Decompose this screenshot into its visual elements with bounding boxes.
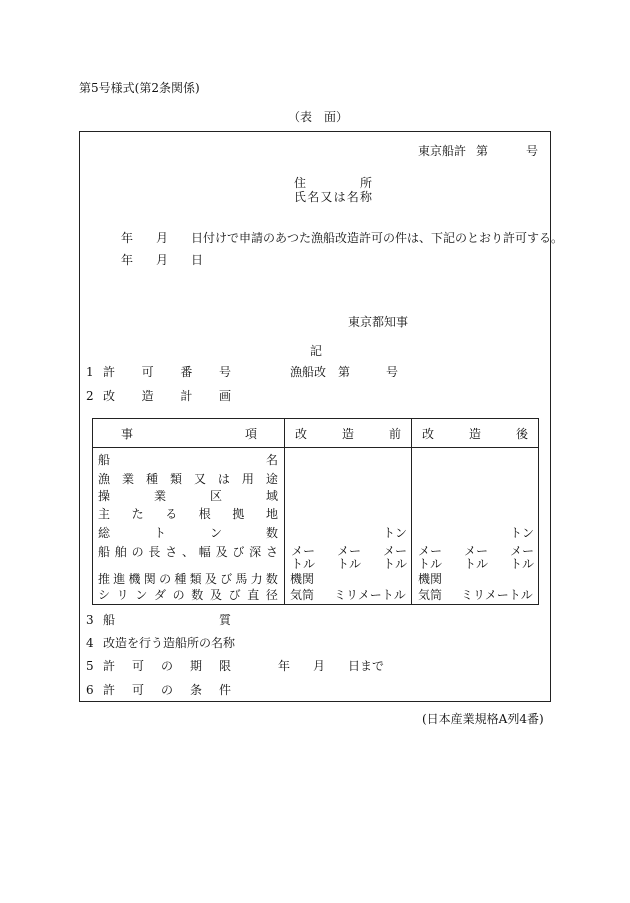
row-char: 業 (121, 472, 134, 486)
row-char: 途 (265, 472, 278, 486)
item5-year: 年 (278, 659, 291, 673)
name-char: は (333, 190, 346, 204)
form-caption: 第5号様式(第2条関係) (79, 81, 200, 95)
row-char: 漁 (98, 472, 111, 486)
item5-char: の (160, 659, 173, 673)
row-char: 船 (98, 545, 111, 559)
row-char: び (228, 588, 241, 602)
item2-num: 2 (86, 389, 94, 403)
header-after-char: 造 (468, 427, 481, 441)
row-char: 数 (265, 572, 278, 586)
row-char: 用 (241, 472, 254, 486)
after-mm-label: ミリメートル (461, 588, 533, 602)
plan-table-divider-1 (284, 418, 285, 605)
item5-char: 期 (189, 659, 202, 673)
before-meter-depth: メートル (382, 544, 407, 571)
after-meter-length: メートル (417, 544, 442, 571)
header-after-char: 改 (422, 427, 435, 441)
name-char: 称 (359, 190, 372, 204)
issue-month: 月 (156, 253, 169, 267)
row-char: 名 (265, 453, 278, 467)
row-char: 進 (113, 572, 126, 586)
row-char: ン (135, 588, 148, 602)
row-char: る (165, 507, 178, 521)
row-char: は (217, 472, 230, 486)
before-meter-units (290, 545, 408, 571)
item1-char: 番 (180, 365, 193, 379)
row-char: 根 (198, 507, 211, 521)
before-meter-width: メートル (336, 544, 361, 571)
after-engine-label: 機関 (418, 572, 443, 586)
row-char: 数 (265, 526, 278, 540)
item6-char: の (160, 683, 173, 697)
row-label-operation-area (98, 490, 278, 502)
item3-char: 質 (218, 613, 231, 627)
ki-heading: 記 (310, 344, 323, 358)
item5-month: 月 (313, 659, 326, 673)
row-char: 船 (98, 453, 111, 467)
item5-until: 日まで (348, 659, 385, 673)
plan-table-header-rule (92, 447, 539, 448)
statement-text: 日付けで申請のあつた漁船改造許可の件は、下記のとおり許可する。 (191, 231, 564, 245)
row-label-gross-tonnage (98, 527, 278, 539)
row-char: 地 (265, 507, 278, 521)
row-char: の (131, 545, 144, 559)
permit-go: 号 (526, 144, 539, 158)
row-char: リ (116, 588, 129, 602)
item5-date (278, 660, 384, 672)
item5-num: 5 (86, 659, 94, 673)
row-char: の (172, 588, 185, 602)
item6-label (103, 684, 231, 696)
name-char: 名 (346, 190, 359, 204)
row-char: 及 (204, 572, 217, 586)
row-char: 直 (247, 588, 260, 602)
header-item-char: 項 (244, 427, 257, 441)
row-char: 又 (193, 472, 206, 486)
row-char: 関 (143, 572, 156, 586)
issue-date (121, 254, 203, 266)
row-char: 種 (174, 572, 187, 586)
header-after-char: 後 (515, 427, 528, 441)
item4-num: 4 (86, 636, 94, 650)
name-char: 名 (307, 190, 320, 204)
row-char: 種 (145, 472, 158, 486)
permit-office: 東京船許 (418, 144, 467, 158)
row-label-cylinders (98, 589, 278, 601)
plan-table-divider-2 (411, 418, 412, 605)
row-char: 長 (148, 545, 161, 559)
before-cylinder-label: 気筒 (290, 588, 315, 602)
row-char: 及 (215, 545, 228, 559)
issue-day: 日 (191, 253, 204, 267)
row-char: び (232, 545, 245, 559)
address-char: 住 (294, 176, 307, 190)
before-mm-label: ミリメートル (334, 588, 406, 602)
issue-year: 年 (121, 253, 134, 267)
row-char: 舶 (114, 545, 127, 559)
item2-char: 改 (103, 389, 116, 403)
item3-char: 船 (103, 613, 116, 627)
item6-char: 条 (189, 683, 202, 697)
item6-char: 許 (103, 683, 116, 697)
row-char: た (131, 507, 144, 521)
item2-char: 画 (218, 389, 231, 403)
row-label-fishery-type (98, 473, 278, 485)
row-char: 類 (169, 472, 182, 486)
row-char: 力 (250, 572, 263, 586)
item1-value: 漁船改 第 号 (290, 365, 399, 379)
row-char: 域 (265, 489, 278, 503)
item3-num: 3 (86, 613, 94, 627)
row-label-dimensions (98, 546, 278, 558)
header-before-char: 前 (388, 427, 401, 441)
address-char: 所 (359, 176, 372, 190)
row-char: 区 (209, 489, 222, 503)
row-char: 機 (128, 572, 141, 586)
statement-year: 年 (121, 231, 134, 245)
item4-label: 改造を行う造船所の名称 (103, 636, 236, 650)
item5-char: 可 (131, 659, 144, 673)
statement-line (121, 232, 563, 244)
row-char: 類 (189, 572, 202, 586)
item2-char: 計 (180, 389, 193, 403)
item5-label (103, 660, 231, 672)
item1-label (103, 366, 231, 378)
header-before-char: 造 (341, 427, 354, 441)
item5-char: 許 (103, 659, 116, 673)
row-char: 、 (181, 545, 194, 559)
row-char: 及 (209, 588, 222, 602)
applicant-address (294, 177, 372, 189)
row-label-ship-name (98, 454, 278, 466)
after-meter-depth: メートル (509, 544, 534, 571)
row-char: シ (98, 588, 111, 602)
before-meter-length: メートル (290, 544, 315, 571)
row-label-home-port (98, 508, 278, 520)
permit-dai: 第 (476, 144, 489, 158)
header-item (121, 428, 257, 440)
item2-label (103, 390, 231, 402)
item6-char: 件 (218, 683, 231, 697)
row-char: び (220, 572, 233, 586)
header-after (422, 428, 528, 440)
name-char: 氏 (294, 190, 307, 204)
permit-number (418, 145, 538, 157)
header-item-char: 事 (121, 427, 134, 441)
item1-char: 許 (103, 365, 116, 379)
item6-char: 可 (131, 683, 144, 697)
issuer: 東京都知事 (348, 315, 409, 329)
item2-char: 造 (141, 389, 154, 403)
row-char: 馬 (235, 572, 248, 586)
name-char: 又 (320, 190, 333, 204)
footer-note: (日本産業規格A列4番) (422, 712, 544, 726)
item1-num: 1 (86, 365, 94, 379)
row-char: 総 (98, 526, 111, 540)
item6-num: 6 (86, 683, 94, 697)
row-char: ダ (153, 588, 166, 602)
row-char: 深 (249, 545, 262, 559)
row-char: 操 (98, 489, 111, 503)
row-char: 幅 (198, 545, 211, 559)
item1-char: 可 (141, 365, 154, 379)
after-meter-units (417, 545, 535, 571)
row-char: さ (265, 545, 278, 559)
item3-label (103, 614, 231, 626)
item5-char: 限 (218, 659, 231, 673)
side-label: （表 面） (288, 110, 349, 124)
row-char: ン (209, 526, 222, 540)
row-char: 業 (153, 489, 166, 503)
before-ton-unit: トン (383, 526, 408, 540)
row-char: ト (153, 526, 166, 540)
row-char: 拠 (232, 507, 245, 521)
statement-month: 月 (156, 231, 169, 245)
row-label-engine (98, 573, 278, 585)
row-char: 推 (98, 572, 111, 586)
item1-char: 号 (218, 365, 231, 379)
header-before (295, 428, 401, 440)
after-meter-width: メートル (463, 544, 488, 571)
row-char: 主 (98, 507, 111, 521)
header-before-char: 改 (295, 427, 308, 441)
after-cylinder-label: 気筒 (418, 588, 443, 602)
row-char: さ (165, 545, 178, 559)
row-char: 径 (265, 588, 278, 602)
applicant-name (294, 191, 372, 203)
row-char: の (159, 572, 172, 586)
row-char: 数 (191, 588, 204, 602)
after-ton-unit: トン (510, 526, 535, 540)
before-engine-label: 機関 (290, 572, 315, 586)
